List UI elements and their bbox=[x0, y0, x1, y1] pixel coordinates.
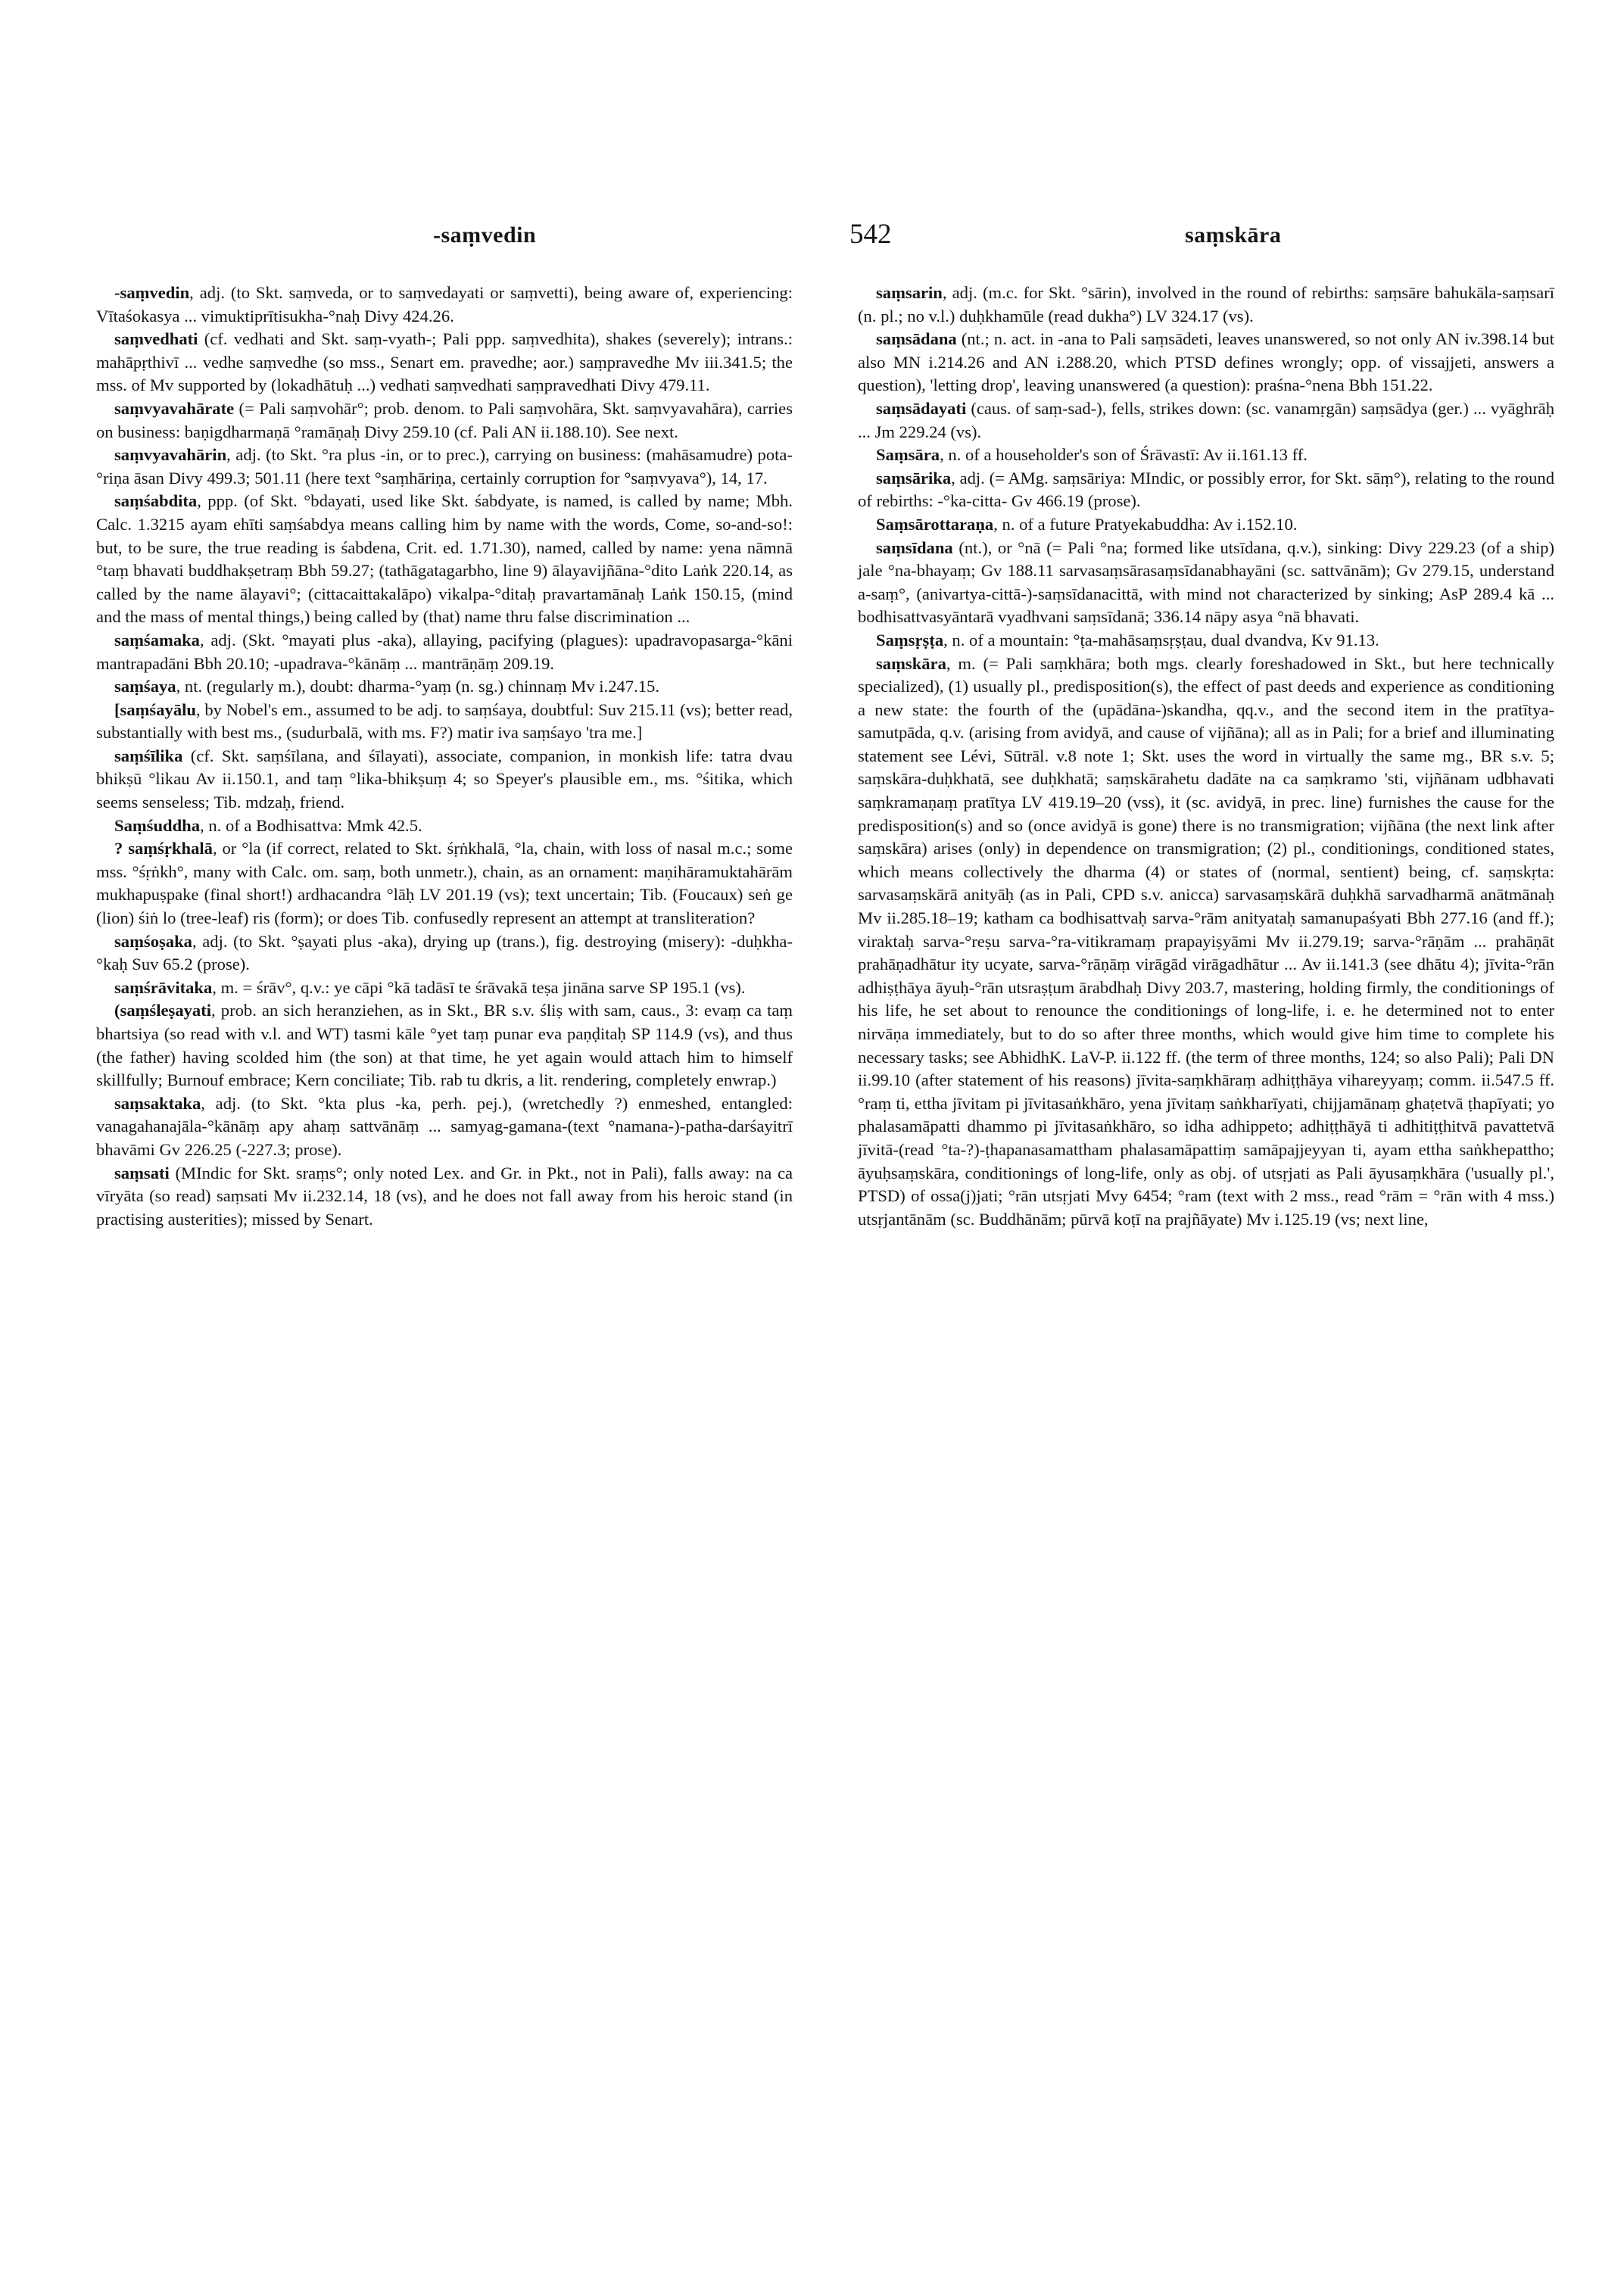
entry-headword: saṃśrāvitaka bbox=[114, 977, 213, 997]
entry-text: , n. of a householder's son of Śrāvastī: Av ii.161.13 ff. bbox=[940, 445, 1308, 465]
dictionary-entry bbox=[96, 675, 793, 699]
dictionary-entry bbox=[858, 282, 1554, 328]
dictionary-entry bbox=[96, 1162, 793, 1232]
entry-text: , adj. (to Skt. °ra plus -in, or to prec.), carrying on business: (mahāsamudre) pota-°riṇa āsan Divy 499.3; 501.11 (here text °saṃhāriṇa, certainly corruption for °saṃvyava°), 14, 17. bbox=[96, 445, 793, 488]
dictionary-entry bbox=[96, 977, 793, 1000]
entry-text: , m. = śrāv°, q.v.: ye cāpi °kā tadāsī te śrāvakā teṣa jināna sarve SP 195.1 (vs). bbox=[212, 977, 746, 997]
running-head-left: -saṃvedin bbox=[433, 223, 537, 248]
entry-headword: Saṃśuddha bbox=[114, 815, 201, 835]
dictionary-entry bbox=[96, 444, 793, 490]
entry-text: (MIndic for Skt. sraṃs°; only noted Lex. and Gr. in Pkt., not in Pali), falls away: na ca vīryāta (so read) saṃsati Mv ii.232.14, 18 (vs), and he does not fall away from his heroic stand (in practising austerities); missed by Senart. bbox=[96, 1163, 793, 1229]
entry-headword: saṃvyavahārate bbox=[114, 398, 235, 418]
entry-text: , ppp. (of Skt. °bdayati, used like Skt. śabdyate, is named, is called by name; Mbh. Calc. 1.3215 ayam ehīti saṃśabdya means calling him by name with the words, Come, so-and-so!: but, to be sure, the true reading is śabdena, Crit. ed. 1.71.30), named, called by name: yena nāmnā °taṃ bhavati buddhakṣetraṃ Bbh 59.27; (tathāgatagarbho, line 9) ālayavijñāna-°dito Laṅk 220.14, as called by the name ālayavi°; (cittacaittakalāpo) vikalpa-°ditaḥ pravartamānaḥ Laṅk 150.15, (mind and the mass of mental things,) being called by (that) name thru false discrimination ... bbox=[96, 491, 793, 627]
dictionary-entry bbox=[96, 930, 793, 977]
entry-headword: saṃśīlika bbox=[114, 746, 183, 765]
entry-headword: saṃsati bbox=[114, 1163, 170, 1182]
dictionary-entry bbox=[96, 1092, 793, 1162]
entry-text: , adj. (m.c. for Skt. °sārin), involved in the round of rebirths: saṃsāre bahukāla-saṃsarī (n. pl.; no v.l.) duḥkhamūle (read dukha°) LV 324.17 (vs). bbox=[858, 283, 1554, 326]
entry-text: , adj. (Skt. °mayati plus -aka), allaying, pacifying (plagues): upadravopasarga-°kāni mantrapadāni Bbh 20.10; -upadrava-°kānāṃ ... mantrāṇāṃ 209.19. bbox=[96, 630, 793, 673]
running-head-right: saṃskāra bbox=[1185, 223, 1282, 248]
dictionary-entry bbox=[96, 629, 793, 675]
entry-headword: -saṃvedin bbox=[114, 283, 190, 302]
entry-text: , by Nobel's em., assumed to be adj. to saṃśaya, doubtful: Suv 215.11 (vs); better read, substantially with best ms., (sudurbalā, with ms. F?) matir iva saṃśayo 'tra me.] bbox=[96, 699, 793, 743]
dictionary-entry bbox=[96, 282, 793, 328]
entry-text: , nt. (regularly m.), doubt: dharma-°yaṃ (n. sg.) chinnaṃ Mv i.247.15. bbox=[176, 677, 659, 696]
entry-headword: Saṃsārottaraṇa bbox=[876, 514, 994, 534]
entry-headword: saṃsarin bbox=[876, 283, 943, 302]
entry-headword: saṃsārika bbox=[876, 468, 952, 488]
entry-text: (= Pali saṃvohār°; prob. denom. to Pali saṃvohāra, Skt. saṃvyavahāra), carries on business: baṇigdharmaṇā °ramāṇaḥ Divy 259.10 (cf. Pali AN ii.188.10). See next. bbox=[96, 398, 793, 441]
entry-text: (nt.), or °nā (= Pali °na; formed like utsīdana, q.v.), sinking: Divy 229.23 (of a ship) jale °na-bhayaṃ; Gv 188.11 sarvasaṃsārasaṃsīdanabhayāni (sc. sattvānām); Gv 279.15, understand a-saṃ°, (anivartya-cittā-)-saṃsīdanacittā, with mind not characterized by sinking; AsP 289.4 kā ... bodhisattvasyāntarā vyadhvani saṃsīdanā; 336.14 nāpy asya °nā bhavati. bbox=[858, 537, 1554, 627]
entry-text: , prob. an sich heranziehen, as in Skt., BR s.v. śliṣ with sam, caus., 3: evaṃ ca taṃ bhartsiya (so read with v.l. and WT) tasmi kāle °yet taṃ punar eva paṇḍitaḥ SP 114.9 (vs), and thus (the father) having scolded him (the son) at that time, he yet again would attach him to himself skillfully; Burnouf embrace; Kern conciliate; Tib. rab tu dkris, a lit. rendering, completely enwrap.) bbox=[96, 1001, 793, 1090]
entry-text: , adj. (= AMg. saṃsāriya: MIndic, or possibly error, for Skt. sāṃ°), relating to the round of rebirths: -°ka-citta- Gv 466.19 (prose). bbox=[858, 468, 1554, 511]
entry-text: (caus. of saṃ-sad-), fells, strikes down: (sc. vanamṛgān) saṃsādya (ger.) ... vyāghrāḥ ... Jm 229.24 (vs). bbox=[858, 398, 1554, 441]
dictionary-entry bbox=[96, 397, 793, 444]
entry-text: , adj. (to Skt. saṃveda, or to saṃvedayati or saṃvetti), being aware of, experiencing: Vītaśokasya ... vimuktiprītisukha-°naḥ Divy 424.26. bbox=[96, 283, 793, 326]
entry-headword: [saṃśayālu bbox=[114, 699, 196, 719]
entry-headword: saṃsaktaka bbox=[114, 1093, 201, 1113]
dictionary-entry bbox=[858, 537, 1554, 629]
right-column bbox=[858, 282, 1554, 1231]
entry-headword: saṃsādayati bbox=[876, 398, 967, 418]
entry-headword: saṃśoṣaka bbox=[114, 931, 192, 951]
entry-headword: saṃvyavahārin bbox=[114, 445, 227, 465]
dictionary-entry bbox=[96, 837, 793, 930]
left-column bbox=[96, 282, 793, 1231]
dictionary-entry bbox=[858, 513, 1554, 537]
entry-text: , n. of a Bodhisattva: Mmk 42.5. bbox=[200, 815, 422, 835]
entry-text: , n. of a mountain: °ṭa-mahāsaṃsṛṣṭau, dual dvandva, Kv 91.13. bbox=[943, 630, 1379, 650]
dictionary-entry bbox=[858, 629, 1554, 653]
entry-headword: saṃvedhati bbox=[114, 329, 198, 349]
entry-headword: saṃśabdita bbox=[114, 491, 198, 511]
entry-text: (nt.; n. act. in -ana to Pali saṃsādeti, leaves unanswered, so not only AN iv.398.14 but also MN i.214.26 and AN i.288.20, which PTSD defines wrongly; opp. of vissajjeti, answers a question), 'letting drop', leaving unanswered (a question): praśna-°nena Bbh 151.22. bbox=[858, 329, 1554, 395]
running-head bbox=[87, 218, 1548, 256]
dictionary-entry bbox=[858, 444, 1554, 467]
entry-headword: saṃsīdana bbox=[876, 537, 953, 557]
dictionary-entry bbox=[858, 467, 1554, 513]
entry-headword: (saṃśleṣayati bbox=[114, 1001, 212, 1020]
page-number: 542 bbox=[849, 219, 892, 250]
dictionary-entry bbox=[96, 328, 793, 397]
entry-text: (cf. vedhati and Skt. saṃ-vyath-; Pali ppp. saṃvedhita), shakes (severely); intrans.: mahāpṛthivī ... vedhe saṃvedhe (so mss., Senart em. pravedhe; aor.) saṃpravedhe Mv iii.341.5; the mss. of Mv supported by (lokadhātuḥ ...) vedhati saṃvedhati saṃpravedhati Divy 479.11. bbox=[96, 329, 793, 395]
entry-headword: saṃskāra bbox=[876, 653, 946, 673]
dictionary-entry bbox=[96, 699, 793, 745]
entry-headword: Saṃsṛṣṭa bbox=[876, 630, 944, 650]
entry-text: , m. (= Pali saṃkhāra; both mgs. clearly foreshadowed in Skt., but here technically specialized), (1) usually pl., predisposition(s), the effect of past deeds and experience as conditioning a new state: the fourth of the (upādāna-)skandha, qq.v., and the second item in the pratītya-samutpāda, q.v. (arising from avidyā, and cause of vijñāna); all as in Pali; for a brief and illuminating statement see Lévi, Sūtrāl. v.8 note 1; Skt. uses the word in virtually the same mg., BR s.v. 5; saṃskāra-duḥkhatā, see duḥkhatā; saṃskārahetu dadāte na ca saṃkramo 'sti, vijñānam udbhavati saṃkramaṇaṃ pratītya LV 419.19–20 (vss), it (sc. avidyā, in prec. line) furnishes the cause for the predisposition(s) and so (once avidyā is gone) there is no transmigration; vijñāna (the next link after saṃskāra) arises (only) in dependence on transmigration; (2) pl., conditionings, conditioned states, which means collectively the dharma (4) or states of (normal, sentient) being, cf. saṃskṛta: sarvasaṃskārā anityāḥ (as in Pali, CPD s.v. anicca) sarvasaṃskārā duḥkhā sarvadharmā anātmānaḥ Mv ii.285.18–19; katham ca bodhisattvaḥ sarva-°rām anityataḥ samanupaśyati Bbh 277.16 (and ff.); viraktaḥ sarva-°reṣu sarva-°ra-vitikramaṃ prapayiṣyāmi Mv ii.279.19; sarva-°rāṇām ... prahāṇāt prahāṇadhātur ity ucyate, sarva-°rāṇāṃ virāgād virāgadhātur ... Av ii.141.3 (see dhātu 4); jīvita-°rān adhiṣṭhāya āyuḥ-°rān utsraṣṭum ārabdhaḥ Divy 203.7, mastering, holding firmly, the conditionings of his life, he set about to renounce the conditionings of long-life, i. e. he determined not to enter nirvāṇa immediately, but to do so after three months, which would give him time to complete his necessary tasks; see AbhidhK. LaV-P. ii.122 ff. (the term of three months, 124; so also Pali); Pali DN ii.99.10 (after statement of his reasons) jīvita-saṃkhāraṃ adhiṭṭhāya vihareyyaṃ; comm. ii.547.5 ff. °raṃ ti, ettha jīvitam pi jīvitasaṅkhāro, yena jīvitaṃ saṅkharīyati, chijjamānaṃ ghaṭetvā ṭhapīyati; yo phalasamāpatti dhammo pi jīvitasaṅkhāro, so idha adhippeto; adhiṭṭhāyā ti adhitiṭṭhitvā pavattetvā jīvitā-(read °ta-?)-ṭhapanasamattham phalasamāpattiṃ samāpajjeyyan ti, ayam ettha saṅkhepattho; āyuḥsaṃskāra, conditionings of long-life, only as obj. of utsṛjati as Pali āyusaṃkhāra ('usually pl.', PTSD) of ossa(j)jati; °rān utsṛjati Mvy 6454; °ram (text with 2 mss., read °rām = °rān with 4 mss.) utsṛjantānām (sc. Buddhānām; pūrvā koṭī na prajñāyate) Mv i.125.19 (vs; next line, bbox=[858, 653, 1554, 1229]
entry-headword: ? saṃśṛkhalā bbox=[114, 839, 213, 858]
entry-text: , or °la (if correct, related to Skt. śṛṅkhalā, °la, chain, with loss of nasal m.c.; some mss. °śṛṅkh°, many with Calc. om. saṃ, both unmetr.), chain, as an ornament: maṇihāramuktahārām mukhapuṣpake (final short!) ardhacandra °lāḥ LV 201.19 (vs); text uncertain; Tib. (Foucaux) seṅ ge (lion) śiṅ lo (tree-leaf) ris (form); or does Tib. confusedly represent an attempt at transliteration? bbox=[96, 839, 793, 928]
entry-text: , adj. (to Skt. °ṣayati plus -aka), drying up (trans.), fig. destroying (misery): -duḥkha-°kaḥ Suv 65.2 (prose). bbox=[96, 931, 793, 974]
dictionary-entry bbox=[96, 999, 793, 1092]
dictionary-entry bbox=[96, 745, 793, 815]
entry-headword: saṃsādana bbox=[876, 329, 957, 349]
dictionary-entry bbox=[858, 397, 1554, 444]
dictionary-entry bbox=[858, 653, 1554, 1232]
entry-headword: saṃśaya bbox=[114, 677, 176, 696]
entry-headword: saṃśamaka bbox=[114, 630, 200, 650]
dictionary-entry bbox=[858, 328, 1554, 397]
dictionary-entry bbox=[96, 490, 793, 629]
entry-text: , n. of a future Pratyekabuddha: Av i.152.10. bbox=[993, 514, 1298, 534]
dictionary-entry bbox=[96, 815, 793, 838]
entry-text: , adj. (to Skt. °kta plus -ka, perh. pej.), (wretchedly ?) enmeshed, entangled: vanagahanajāla-°kānāṃ apy ahaṃ sattvānāṃ ... samyag-gamana-(text °namana-)-patha-darśayitrī bhavāmi Gv 226.25 (-227.3; prose). bbox=[96, 1093, 793, 1159]
entry-headword: Saṃsāra bbox=[876, 445, 940, 465]
entry-text: (cf. Skt. saṃśīlana, and śīlayati), associate, companion, in monkish life: tatra dvau bhikṣū °likau Av ii.150.1, and taṃ °lika-bhikṣuṃ 4; so Speyer's plausible em., ms. °śitika, which seems senseless; Tib. mdzaḥ, friend. bbox=[96, 746, 793, 812]
